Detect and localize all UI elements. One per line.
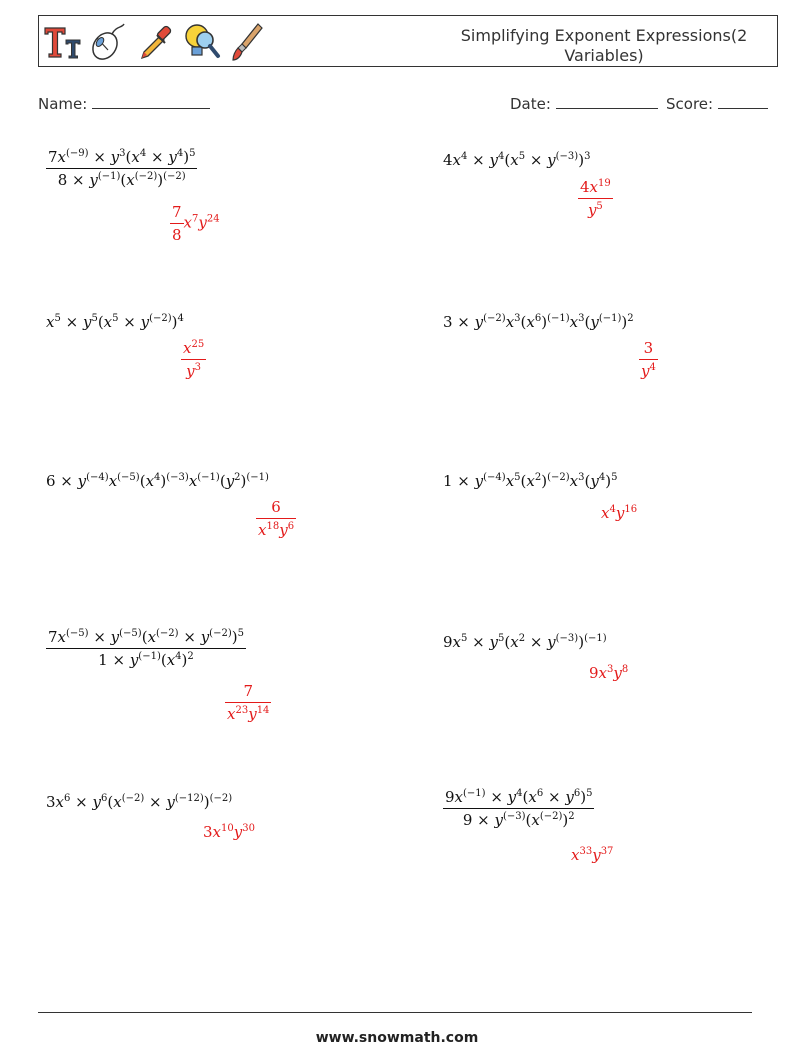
- problem-10: $\frac{9x^{(-1)} \times y^4(x^6 \times y^6)^5}{9 \times y^{(-3)}(x^{(-2)})^2}$: [445, 788, 593, 829]
- eyedropper-icon: [136, 20, 176, 64]
- footer-divider: [38, 1012, 752, 1013]
- score-field: [666, 93, 768, 113]
- problem-5: $6 \times y^{(-4)}x^{(-5)}(x^4)^{(-3)}x^{(-1)}(y^2)^{(-1)}$: [46, 472, 269, 490]
- answer-1: $\frac{7}{8}$ $x^7y^{24}$: [172, 203, 220, 244]
- worksheet-title: Simplifying Exponent Expressions(2 Variables): [460, 26, 748, 65]
- answer-6: $x^4y^{16}$: [601, 504, 638, 522]
- problem-2: $4x^4 \times y^4(x^5 \times y^{(-3)})^3$: [443, 151, 591, 169]
- date-label: Date:: [510, 95, 551, 113]
- name-label: Name:: [38, 95, 88, 113]
- problem-7: $\frac{7x^{(-5)} \times y^{(-5)}(x^{(-2)} \times y^{(-2)})^5}{1 \times y^{(-1)}(x^4)^2}$: [48, 628, 244, 669]
- problem-8: $9x^5 \times y^5(x^2 \times y^{(-3)})^{(-1)}$: [443, 633, 607, 651]
- answer-7: $\frac{7}{x^{23}y^{14}}$: [227, 682, 270, 723]
- name-field: [38, 93, 210, 113]
- problem-1: $\frac{7x^{(-9)} \times y^3(x^4 \times y^4)^5}{8 \times y^{(-1)}(x^{(-2)})^{(-2)}}$: [48, 148, 196, 189]
- answer-5: $\frac{6}{x^{18}y^6}$: [258, 498, 295, 539]
- mouse-icon: [88, 20, 128, 64]
- problem-4: $3 \times y^{(-2)}x^3(x^6)^{(-1)}x^3(y^{(-1)})^2$: [443, 313, 634, 331]
- text-size-icon: [42, 20, 86, 64]
- problem-6: $1 \times y^{(-4)}x^5(x^2)^{(-2)}x^3(y^4)^5$: [443, 472, 618, 490]
- paintbrush-icon: [228, 20, 268, 64]
- footer-url[interactable]: www.snowmath.com: [315, 1030, 479, 1046]
- score-blank[interactable]: [718, 93, 768, 109]
- answer-4: $\frac{3}{y^4}$: [641, 339, 656, 380]
- name-blank[interactable]: [92, 93, 210, 109]
- problem-3: $x^5 \times y^5(x^5 \times y^{(-2)})^4$: [46, 313, 184, 331]
- lightbulb-magnifier-icon: [182, 20, 222, 64]
- date-blank[interactable]: [556, 93, 658, 109]
- answer-3: $\frac{x^{25}}{y^3}$: [183, 339, 205, 380]
- score-label: Score:: [666, 95, 714, 113]
- answer-10: $x^{33}y^{37}$: [571, 846, 614, 864]
- answer-9: $3x^{10}y^{30}$: [203, 823, 255, 841]
- worksheet-header: [38, 15, 778, 67]
- answer-2: $\frac{4x^{19}}{y^5}$: [580, 178, 611, 219]
- date-field: [510, 93, 658, 113]
- problem-9: $3x^6 \times y^6(x^{(-2)} \times y^{(-12)})^{(-2)}$: [46, 793, 233, 811]
- answer-8: $9x^3y^8$: [589, 664, 629, 682]
